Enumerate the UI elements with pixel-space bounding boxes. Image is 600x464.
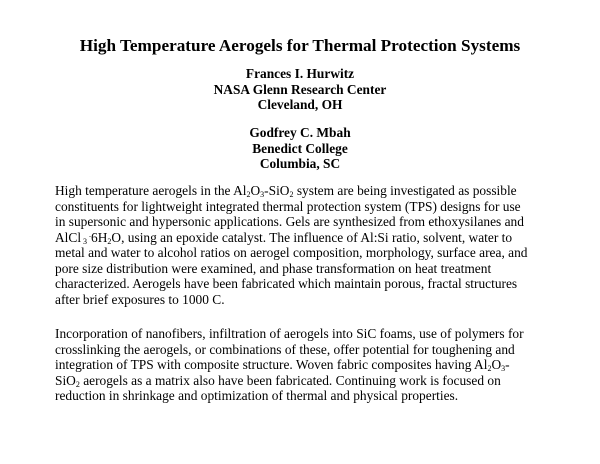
text-span: O (491, 357, 502, 372)
subscript: 2 (487, 364, 492, 373)
text-line: characterized. Aerogels have been fabricated which maintain porous, fractal structures (55, 276, 518, 291)
text-line (55, 230, 555, 246)
text-line: metal and water to alcohol ratios on aerogel composition, morphology, surface area, and (55, 245, 528, 260)
subscript: 2 (75, 379, 80, 389)
text-span: -SiO (264, 183, 290, 198)
text-line (55, 373, 555, 389)
text-span: 6H (91, 229, 108, 245)
author-name: Frances I. Hurwitz (245, 66, 355, 81)
subscript: 3 (501, 364, 506, 373)
text-line: in supersonic and hypersonic applications. Gels are synthesized from ethoxysilanes and (55, 214, 524, 229)
superscript: . (87, 229, 92, 239)
author-block-1 (0, 66, 600, 113)
text-line: after brief exposures to 1000 C. (55, 291, 225, 307)
text-span: - (505, 357, 510, 372)
text-span: system are being investigated as possible (293, 183, 517, 198)
author-location: Columbia, SC (259, 156, 341, 171)
author-affiliation: NASA Glenn Research Center (213, 81, 387, 97)
text-span: O, using an epoxide catalyst. The influence of Al:Si ratio, solvent, water to (111, 229, 513, 245)
subscript: 2 (246, 190, 251, 199)
text-line: Incorporation of nanofibers, infiltration of aerogels into SiC foams, use of polymers for (55, 326, 524, 341)
text-span: High temperature aerogels in the Al (55, 183, 247, 198)
text-span: integration of TPS with composite structure. Woven fabric composites having Al (55, 357, 488, 372)
author-name: Godfrey C. Mbah (249, 125, 351, 140)
author-location: Cleveland, OH (257, 97, 343, 112)
author-block-2 (0, 125, 600, 172)
text-line: crosslinking the aerogels, or combinations of these, offer potential for toughening and (55, 341, 515, 357)
text-span: O (250, 183, 261, 198)
abstract-paragraph-2 (55, 326, 555, 404)
abstract-paragraph-1 (55, 183, 555, 307)
text-span: aerogels as a matrix also have been fabricated. Continuing work is focused on (79, 372, 501, 388)
text-line (55, 357, 555, 373)
text-span: AlCl (55, 229, 82, 245)
subscript: 3 (260, 190, 265, 199)
text-line: reduction in shrinkage and optimization of thermal and physical properties. (55, 388, 459, 403)
text-line: constituents for lightweight integrated thermal protection system (TPS) designs for use (55, 198, 521, 214)
subscript: 2 (107, 236, 112, 246)
document-title: High Temperature Aerogels for Thermal Protection Systems (79, 36, 521, 55)
text-line (55, 183, 555, 199)
subscript: 2 (289, 190, 294, 199)
text-span: SiO (55, 372, 76, 388)
subscript: 3 (81, 236, 88, 246)
author-affiliation: Benedict College (252, 140, 348, 156)
text-line: pore size distribution were examined, and phase transformation on heat treatment (55, 260, 492, 276)
